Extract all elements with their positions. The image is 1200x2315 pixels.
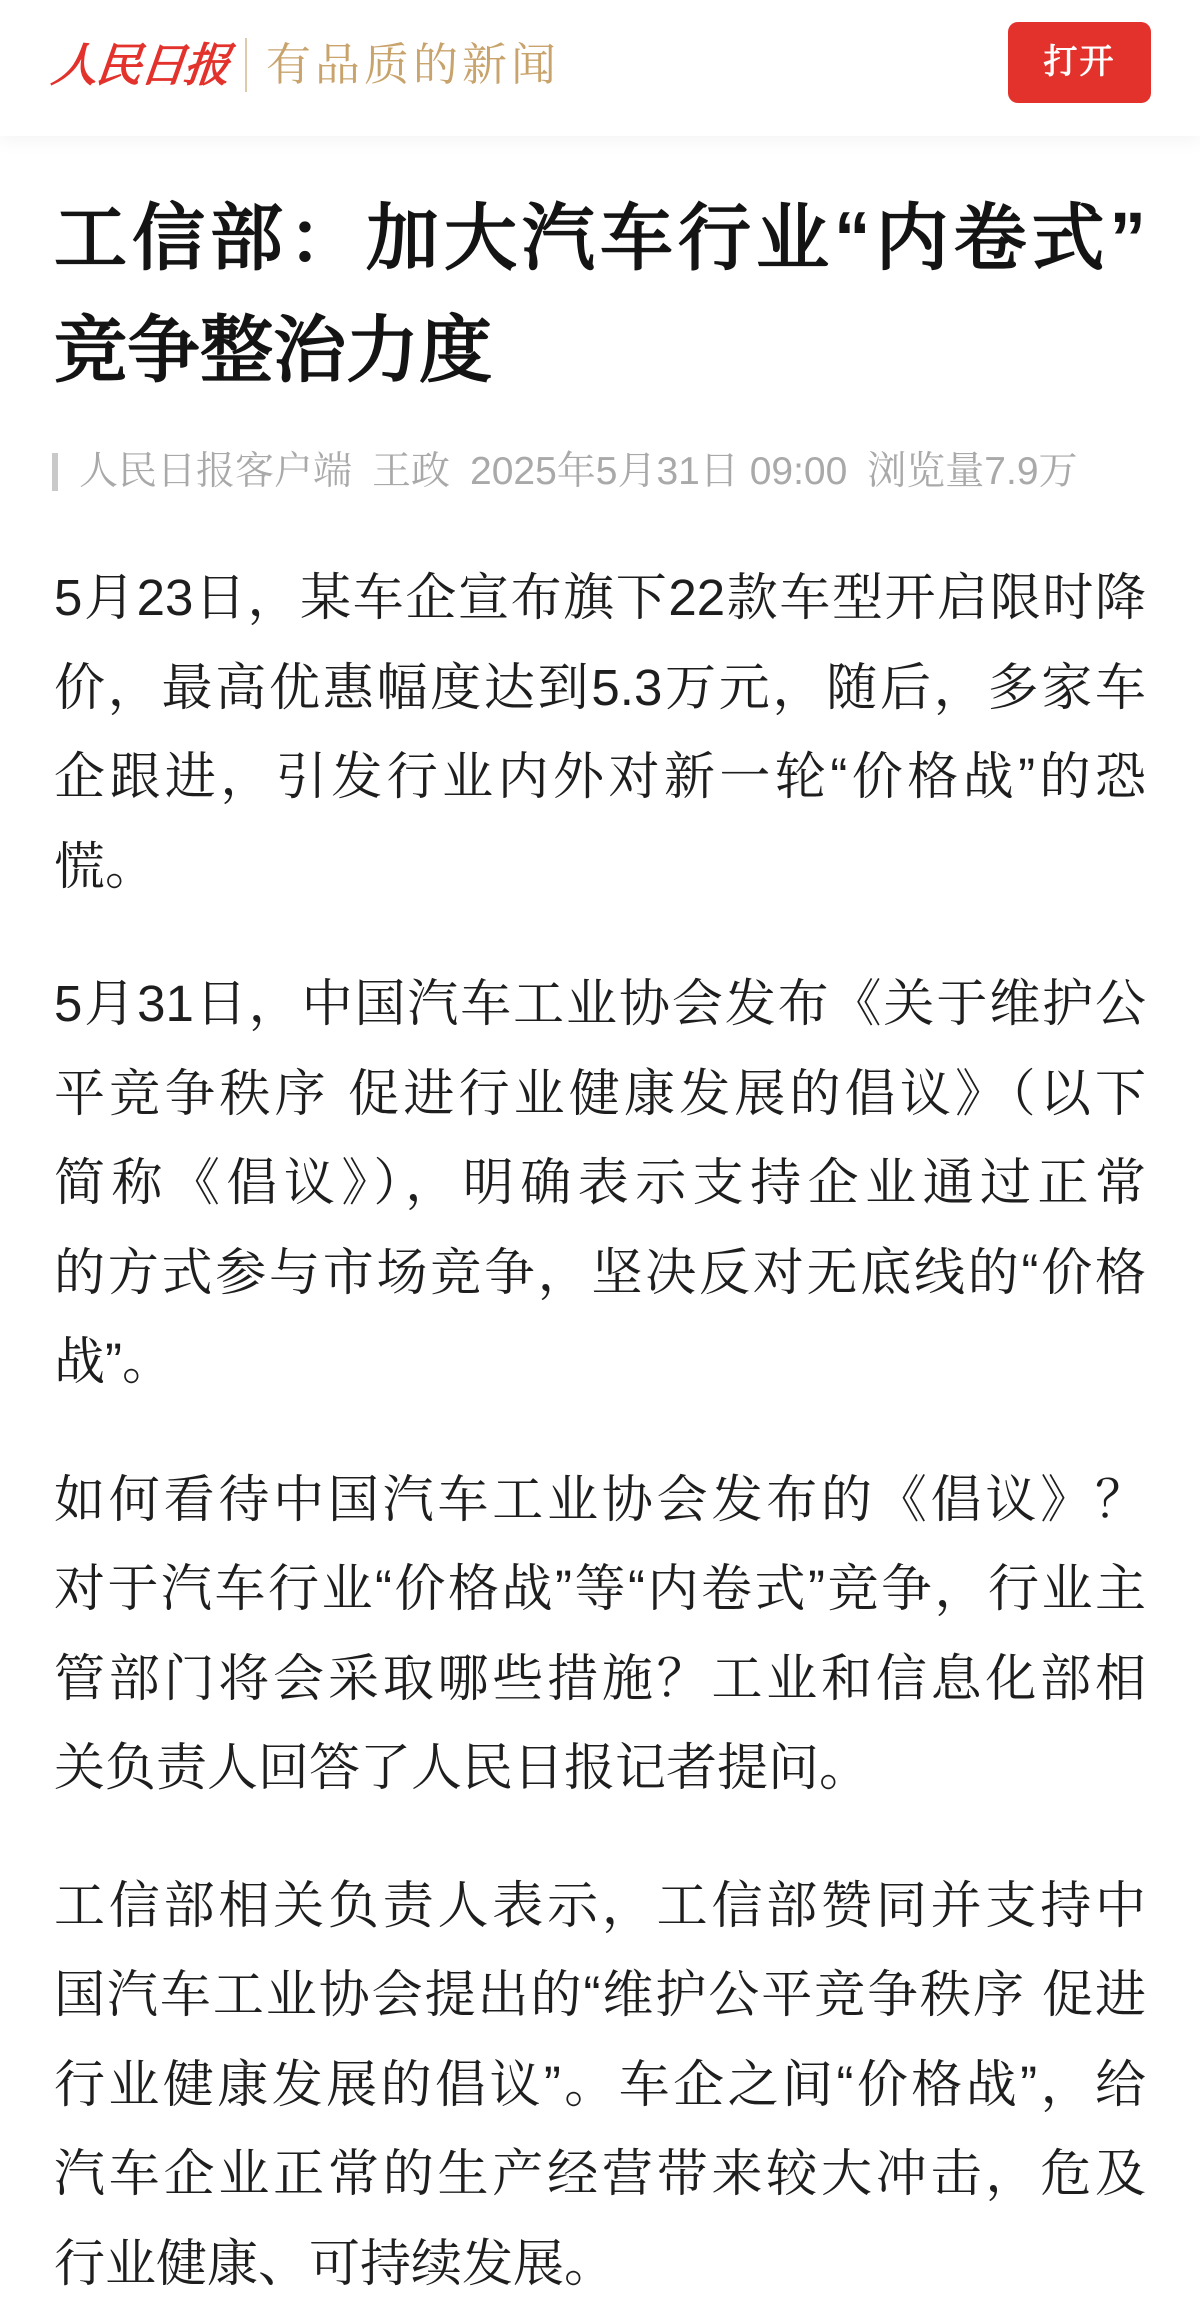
article-paragraph (54, 1861, 1146, 2309)
brand-slogan: 有品质的新闻 (266, 39, 561, 90)
view-count: 浏览量7.9万 (867, 450, 1078, 493)
article-title-line: 竞争整治力度 (54, 310, 492, 391)
article-paragraph (54, 1455, 1146, 1813)
publish-time: 2025年5月31日 09:00 (470, 450, 848, 493)
open-app-button[interactable]: 打开 (1008, 22, 1151, 103)
paragraph-line: 行业健康、可持续发展。 (54, 2234, 616, 2292)
paragraph-line: 价，最高优惠幅度达到5.3万元，随后，多家车 (54, 658, 1146, 716)
paragraph-line: 对于汽车行业“价格战”等“内卷式”竞争，行业主 (54, 1560, 1146, 1617)
paragraph-line: 5月23日，某车企宣布旗下22款车型开启限时降 (54, 569, 1146, 626)
paragraph-line: 汽车企业正常的生产经营带来较大冲击，危及 (54, 2145, 1146, 2202)
paragraph-line: 的方式参与市场竞争，坚决反对无底线的“价格 (54, 1243, 1146, 1301)
paragraph-line: 战”。 (54, 1333, 173, 1390)
header-divider (245, 38, 247, 92)
paragraph-line: 管部门将会采取哪些措施？工业和信息化部相 (54, 1649, 1146, 1707)
paragraph-line: 如何看待中国汽车工业协会发布的《倡议》？ (54, 1470, 1146, 1528)
meta-accent-bar (52, 453, 58, 491)
article-title-line: 工信部：加大汽车行业“内卷式” (54, 198, 1146, 279)
article-body (54, 553, 1146, 2308)
article-paragraph (54, 553, 1146, 911)
article-title (54, 183, 1146, 407)
article-content (0, 183, 1200, 2308)
paragraph-line: 行业健康发展的倡议”。车企之间“价格战”，给 (54, 2055, 1146, 2113)
paragraph-line: 5月31日，中国汽车工业协会发布《关于维护公 (54, 975, 1146, 1032)
paragraph-line: 国汽车工业协会提出的“维护公平竞争秩序 促进 (54, 1966, 1146, 2023)
paragraph-line: 慌。 (54, 837, 157, 895)
brand-logo: 人民日报 (49, 38, 231, 92)
paragraph-line: 工信部相关负责人表示，工信部赞同并支持中 (54, 1876, 1146, 1934)
paragraph-line: 平竞争秩序 促进行业健康发展的倡议》（以下 (54, 1064, 1146, 1122)
paragraph-line: 关负责人回答了人民日报记者提问。 (54, 1739, 871, 1796)
article-paragraph (54, 959, 1146, 1407)
paragraph-line: 简称《倡议》），明确表示支持企业通过正常 (54, 1154, 1146, 1211)
paragraph-line: 企跟进，引发行业内外对新一轮“价格战”的恐 (54, 748, 1146, 805)
top-app-bar (0, 0, 1200, 136)
author-name: 王政 (372, 450, 451, 493)
article-meta (54, 448, 1146, 496)
source-label: 人民日报客户端 (79, 450, 353, 493)
